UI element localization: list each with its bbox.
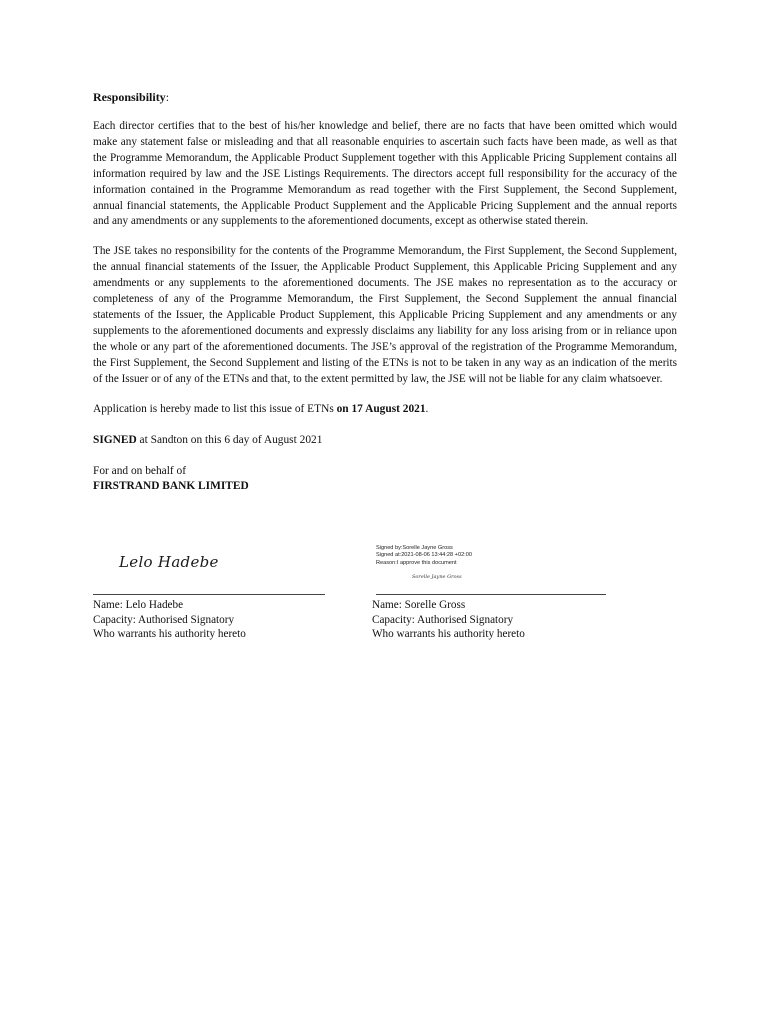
jse-paragraph: The JSE takes no responsibility for the contents of the Programme Memorandum, the First Supplement, the Second Supplement, the annual financial statements of the Issuer, the Applicable Product Supplement, this Applicable Pricing Supplement and any amendments or any supplements to the aforementioned documents. The JSE makes no representation as to the accuracy or completeness of any of the Programme Memorandum, the First Supplement, the Second Supplement the annual financial statements of the Issuer, the Applicable Product Supplement, this Applicable Pricing Supplement and any amendments or any supplements to the aforementioned documents and expressly disclaims any liability for any loss arising from or in reliance upon the whole or any part of the aforementioned documents. The JSE’s approval of the registration of the Programme Memorandum, the First Supplement, the Second Supplement and listing of the ETNs is not to be taken in any way as an indication of the merits of the Issuer or of any of the ETNs and that, to the extent permitted by law, the JSE will not be liable for any claim whatsoever.: [93, 245, 677, 385]
application-line: [93, 402, 677, 417]
signatory-name: Name: Lelo Hadebe: [93, 599, 184, 611]
stamp-signed-at: Signed at:2021-08-06 13:44:28 +02:00: [376, 552, 472, 559]
responsibility-heading: [93, 90, 677, 105]
signature-block: [93, 545, 677, 655]
document-body: [93, 90, 677, 494]
application-date: on 17 August 2021: [336, 402, 426, 415]
stamp-signed-by: Signed by:Sorelle Jayne Gross: [376, 545, 453, 551]
signature-line: [93, 594, 325, 595]
behalf-line: For and on behalf of: [93, 464, 186, 477]
directors-paragraph: Each director certifies that to the best of his/her knowledge and belief, there are no facts that have been omitted which would make any statement false or misleading and that all reasonable enquiries to ascertain such facts have been made, as well as that the Programme Memorandum, the Applicable Product Supplement together with this Applicable Pricing Supplement contains all information required by law and the JSE Listings Requirements. The directors accept full responsibility for the accuracy of the information contained in the Programme Memorandum as read together with the First Supplement, the Second Supplement, annual financial statements, the Applicable Product Supplement and the Applicable Pricing Supplement and the annual reports and any amendments or any supplements to the aforementioned documents, except as otherwise stated therein.: [93, 120, 677, 228]
signatory-warrant: Who warrants his authority hereto: [93, 628, 246, 640]
handwritten-signature: Lelo Hadebe: [119, 553, 219, 571]
signatory-capacity: Capacity: Authorised Signatory: [372, 613, 514, 626]
signature-line: [376, 594, 606, 595]
signatory-name: Name: Sorelle Gross: [372, 599, 466, 611]
signed-line: [93, 433, 677, 448]
application-prefix: Application is hereby made to list this issue of ETNs: [93, 402, 337, 415]
stamp-reason: Reason:I approve this document: [376, 559, 457, 566]
heading-title: Responsibility: [93, 90, 166, 104]
signed-label: SIGNED: [93, 433, 137, 446]
signed-text: at Sandton on this 6 day of August 2021: [136, 433, 323, 446]
signatory-capacity: Capacity: Authorised Signatory: [93, 613, 235, 626]
signatory-details: [372, 598, 525, 642]
company-name: FIRSTRAND BANK LIMITED: [93, 479, 249, 492]
handwritten-signature: Sorelle Jayne Gross: [412, 574, 462, 580]
digital-signature-stamp: [376, 545, 472, 567]
signatory-details: [93, 598, 246, 642]
heading-colon: :: [165, 90, 170, 104]
signatory-warrant: Who warrants his authority hereto: [372, 628, 525, 640]
application-suffix: .: [425, 402, 429, 415]
